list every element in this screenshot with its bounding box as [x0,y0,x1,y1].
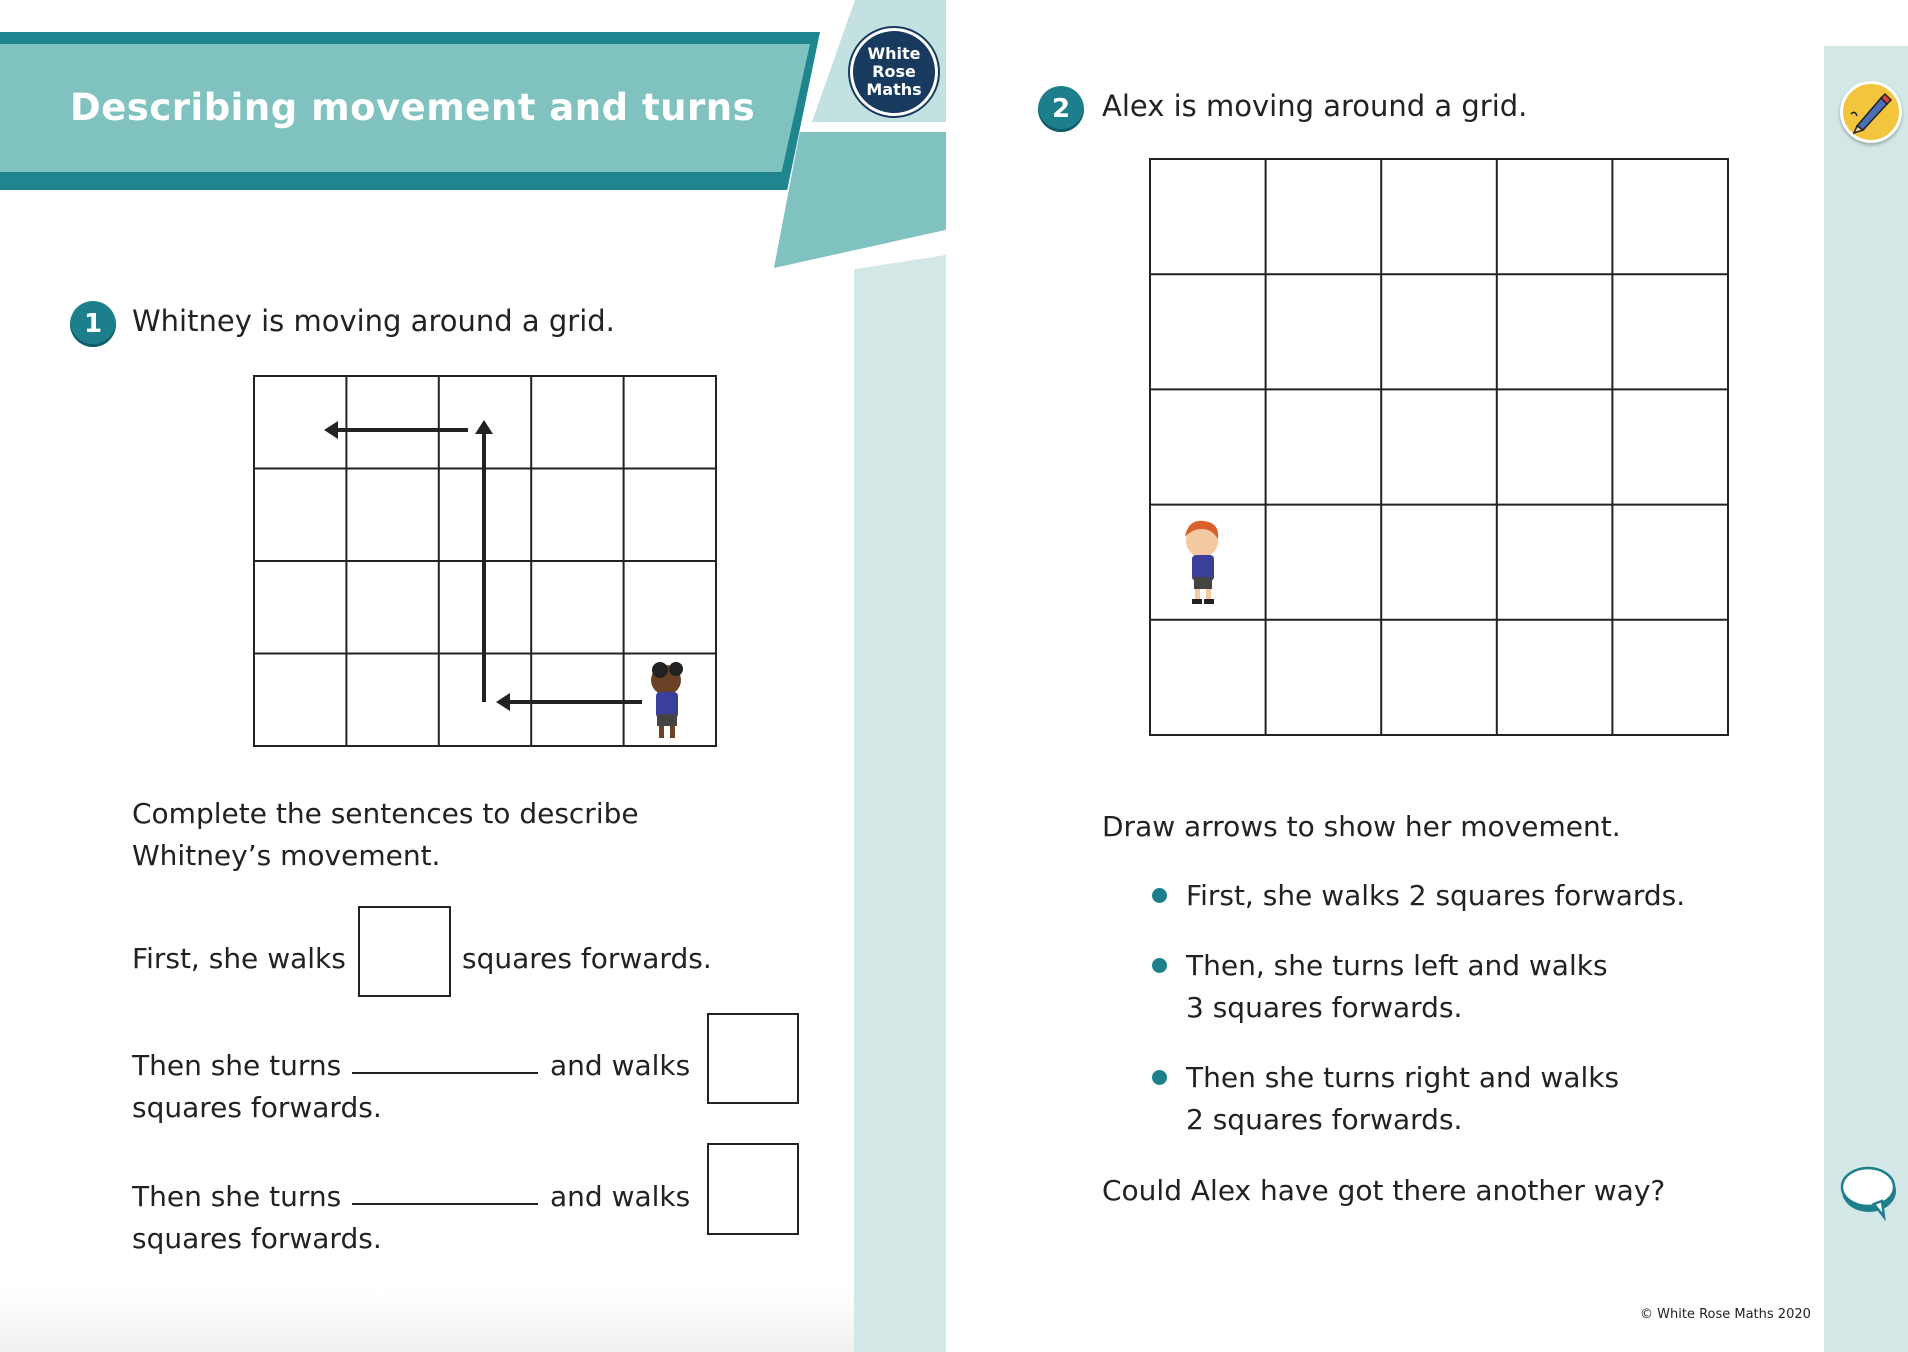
question-2-grid[interactable] [1148,157,1730,737]
bullet-3 [1152,1070,1167,1085]
copyright-footer: © White Rose Maths 2020 [1640,1307,1811,1322]
question-2-instruction: Draw arrows to show her movement. [1102,810,1621,843]
question-2-followup: Could Alex have got there another way? [1102,1174,1666,1207]
movement-arrow-left-1 [496,693,642,711]
sentence-2-answer-box[interactable] [707,1013,799,1104]
bullet-2 [1152,958,1167,973]
page-bottom-shadow [0,1290,854,1352]
question-1-instruction-line2: Whitney’s movement. [132,839,441,872]
sentence-2-start: Then she turns [132,1049,342,1082]
sentence-2-middle: and walks [550,1049,691,1082]
question-2-badge: 2 [1038,86,1084,132]
sentence-1-end: squares forwards. [462,942,712,975]
question-1-grid [252,374,718,748]
bullet-1 [1152,888,1167,903]
sentence-3-end: squares forwards. [132,1222,382,1255]
bullet-2-text-line2: 3 squares forwards. [1186,991,1463,1024]
logo-line-1: White [867,44,921,63]
logo-line-3: Maths [866,80,922,99]
pencil-icon [1840,81,1902,143]
sentence-3-turn-line[interactable] [352,1203,538,1205]
sentence-1-answer-box[interactable] [358,906,451,997]
sentence-3-start: Then she turns [132,1180,342,1213]
sentence-3-middle: and walks [550,1180,691,1213]
page-title: Describing movement and turns [70,86,756,129]
alex-character [1185,521,1218,604]
sentence-3-answer-box[interactable] [707,1143,799,1235]
logo-line-2: Rose [872,62,916,81]
left-page-side-stripe [854,255,946,1352]
grid-lines [1150,159,1728,735]
corner-decoration-bottom [774,132,946,268]
bullet-3-text-line1: Then she turns right and walks [1186,1061,1620,1094]
speech-bubble-icon [1838,1161,1894,1217]
sentence-1-start: First, she walks [132,942,346,975]
question-1-prompt: Whitney is moving around a grid. [132,304,615,338]
bullet-2-text-line1: Then, she turns left and walks [1186,949,1608,982]
bullet-3-text-line2: 2 squares forwards. [1186,1103,1463,1136]
bullet-1-text: First, she walks 2 squares forwards. [1186,879,1686,912]
question-1-instruction-line1: Complete the sentences to describe [132,797,639,830]
white-rose-maths-logo [850,28,938,116]
sentence-2-turn-line[interactable] [352,1072,538,1074]
whitney-character [651,662,683,738]
sentence-2-end: squares forwards. [132,1091,382,1124]
question-2-prompt: Alex is moving around a grid. [1102,89,1528,123]
right-page-side-stripe [1824,46,1908,1352]
question-1-badge: 1 [70,301,116,347]
